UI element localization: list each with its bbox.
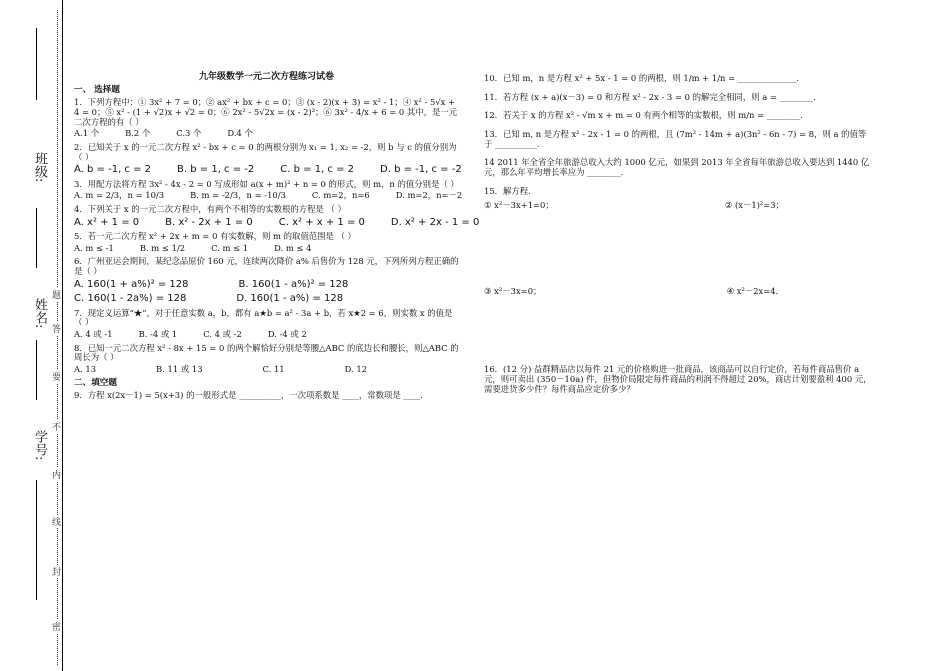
seal-char: 不 [52, 420, 61, 433]
option: D. m=2，n=－2 [395, 190, 463, 201]
option: A. 13 [74, 364, 97, 375]
options [74, 365, 459, 375]
option: C. x² + x + 1 = 0 [278, 216, 365, 228]
option: B. m = -2/3，n = -10/3 [190, 190, 286, 201]
option: D. x² + 2x - 1 = 0 [390, 216, 480, 228]
section-heading: 二、填空题 [74, 377, 117, 388]
option: D.4 个 [227, 128, 253, 139]
class-label: 班级: [32, 152, 47, 183]
seal-char: 封 [52, 565, 61, 578]
class-blank-line [36, 28, 37, 100]
question-13: 13．已知 m, n 是方程 x² - 2x - 1 = 0 的两根，且 (7m² - 14m + a)(3n² - 6n - 7) = 8，则 a 的值等于 __________． [484, 128, 867, 149]
option: D. 12 [344, 364, 368, 375]
solve-item: ③ x²－3x=0； [484, 286, 542, 297]
name-blank-line-top [36, 208, 37, 268]
option: B. 11 或 13 [156, 364, 203, 375]
option: B. -4 或 1 [138, 329, 178, 340]
solve-item: ④ x²－2x=4． [726, 286, 784, 297]
name-label: 姓名: [32, 298, 47, 329]
question-4: 4．下列关于 x 的一元二次方程中，有两个不相等的实数根的方程是 （ ） [74, 203, 346, 214]
solve-item: ① x²－3x+1=0； [484, 200, 554, 211]
question-12: 12．若关于 x 的方程 x² - √m x + m = 0 有两个相等的实数根，则 m/n = ________． [484, 110, 809, 121]
option: A. 160(1 + a%)² = 128 [74, 278, 189, 290]
seal-char: 要 [52, 370, 61, 383]
option: D. 160(1 - a%) = 128 [236, 293, 344, 305]
option: C. b = 1, c = 2 [280, 164, 355, 176]
right-column [484, 72, 874, 396]
option: C. 4 或 -2 [203, 329, 242, 340]
option: C. m ≤ 1 [211, 242, 249, 253]
question-2: 2．已知关于 x 的一元二次方程 x² - bx + c = 0 的两根分别为 x₁ = 1, x₂ = -2，则 b 与 c 的值分别为（ ） [74, 141, 457, 162]
question-14: 14 2011 年全省全年旅游总收入大约 1000 亿元，如果到 2013 年全省每年旅游总收入要达到 1440 亿元，那么年平均增长率应为 ________． [484, 157, 870, 177]
margin-border [62, 0, 63, 671]
question-15: 15．解方程. [484, 185, 531, 196]
options [74, 164, 462, 176]
options [74, 244, 459, 254]
seal-char: 答 [52, 322, 61, 335]
option: A.1 个 [74, 128, 100, 139]
option: A. x² + 1 = 0 [74, 216, 140, 228]
question-3: 3．用配方法将方程 3x² - 4x - 2 = 0 写成形如 a(x + m)² + n = 0 的形式，则 m，n 的值分别是（ ） [74, 178, 459, 189]
options [74, 330, 459, 340]
question-6: 6．广州亚运会期间，某纪念品原价 160 元，连续两次降价 a% 后售价为 128 元，下列所列方程正确的是（ ） [74, 256, 459, 277]
option: A. m = 2/3，n = 10/3 [74, 190, 165, 201]
solve-row-2 [484, 287, 784, 363]
option: A. m ≤ -1 [74, 242, 114, 253]
seal-char: 线 [52, 515, 61, 528]
exam-title: 九年级数学一元二次方程练习试卷 [198, 72, 334, 82]
option: C. 11 [262, 364, 285, 375]
option: C. 160(1 - 2a%) = 128 [74, 293, 187, 305]
option: C.3 个 [176, 128, 202, 139]
options [74, 190, 463, 201]
options [74, 216, 480, 229]
seal-char: 内 [52, 468, 61, 481]
question-5: 5．若一元二次方程 x² + 2x + m = 0 有实数解，则 m 的取值范围是 （ ） [74, 231, 356, 242]
option: B. m ≤ 1/2 [139, 242, 186, 253]
seal-char: 题 [52, 288, 61, 301]
option: B. b = 1, c = -2 [177, 164, 255, 176]
left-column [74, 72, 480, 402]
option: A. b = -1, c = 2 [74, 164, 152, 176]
option: C. m=2，n=6 [311, 190, 370, 201]
option: B. 160(1 - a%)² = 128 [238, 278, 349, 290]
question-11: 11．若方程 (x + a)(x－3) = 0 和方程 x² - 2x - 3 = 0 的解完全相同，则 a = ________． [484, 91, 822, 102]
options [74, 129, 459, 139]
id-blank-line [36, 480, 37, 600]
solve-item: ② (x－1)²=3； [724, 200, 784, 211]
option: D. b = -1, c = -2 [380, 164, 462, 176]
question-1: 1．下列方程中：① 3x² + 7 = 0；② ax² + bx + c = 0；③ (x - 2)(x + 3) = x² - 1；④ x² - 5√x + 4 = 0；⑤ x² - (1 + √2)x + √2 = 0；⑥ 2x² - 5√2x = (x - 2)²；⑥ 3x² - 4/x + 6 = 0 其中，是一元二次方程的有（ ） [74, 97, 458, 127]
section-heading: 一、 选择题 [74, 85, 120, 96]
binding-margin [0, 0, 62, 671]
option: D. -4 或 2 [267, 329, 307, 340]
id-label: 学号: [32, 430, 47, 461]
question-7: 7．现定义运算“★”，对于任意实数 a，b，都有 a★b = a² - 3a + b，若 x★2 = 6，则实数 x 的值是（ ） [74, 307, 453, 328]
option: B. x² - 2x + 1 = 0 [165, 216, 253, 228]
question-10: 10．已知 m，n 是方程 x² + 5x - 1 = 0 的两根，则 1/m + 1/n = ______________． [484, 73, 805, 83]
solve-row-1 [484, 201, 784, 287]
options [74, 279, 459, 305]
name-blank-line-bottom [36, 340, 37, 400]
seal-char: 密 [52, 620, 61, 633]
question-9: 9．方程 x(2x－1) = 5(x+3) 的一般形式是 __________，一次项系数是 ____，常数项是 ____． [74, 389, 429, 400]
question-16: 16．(12 分) 益群精品店以每件 21 元的价格购进一批商品，该商品可以自行定价，若每件商品售价 a 元，则可卖出 (350－10a) 件，但物价局限定每件商品的利润不得超过 20%，商店计划要盈利 400 元，需要进货多少件？每件商品应定价多少？ [484, 364, 872, 394]
option: A. 4 或 -1 [74, 329, 113, 340]
question-8: 8．已知一元二次方程 x² - 8x + 15 = 0 的两个解恰好分别是等腰△ABC 的底边长和腰长，则△ABC 的周长为（ ） [74, 342, 459, 363]
option: B.2 个 [125, 128, 151, 139]
option: D. m ≤ 4 [274, 242, 312, 253]
